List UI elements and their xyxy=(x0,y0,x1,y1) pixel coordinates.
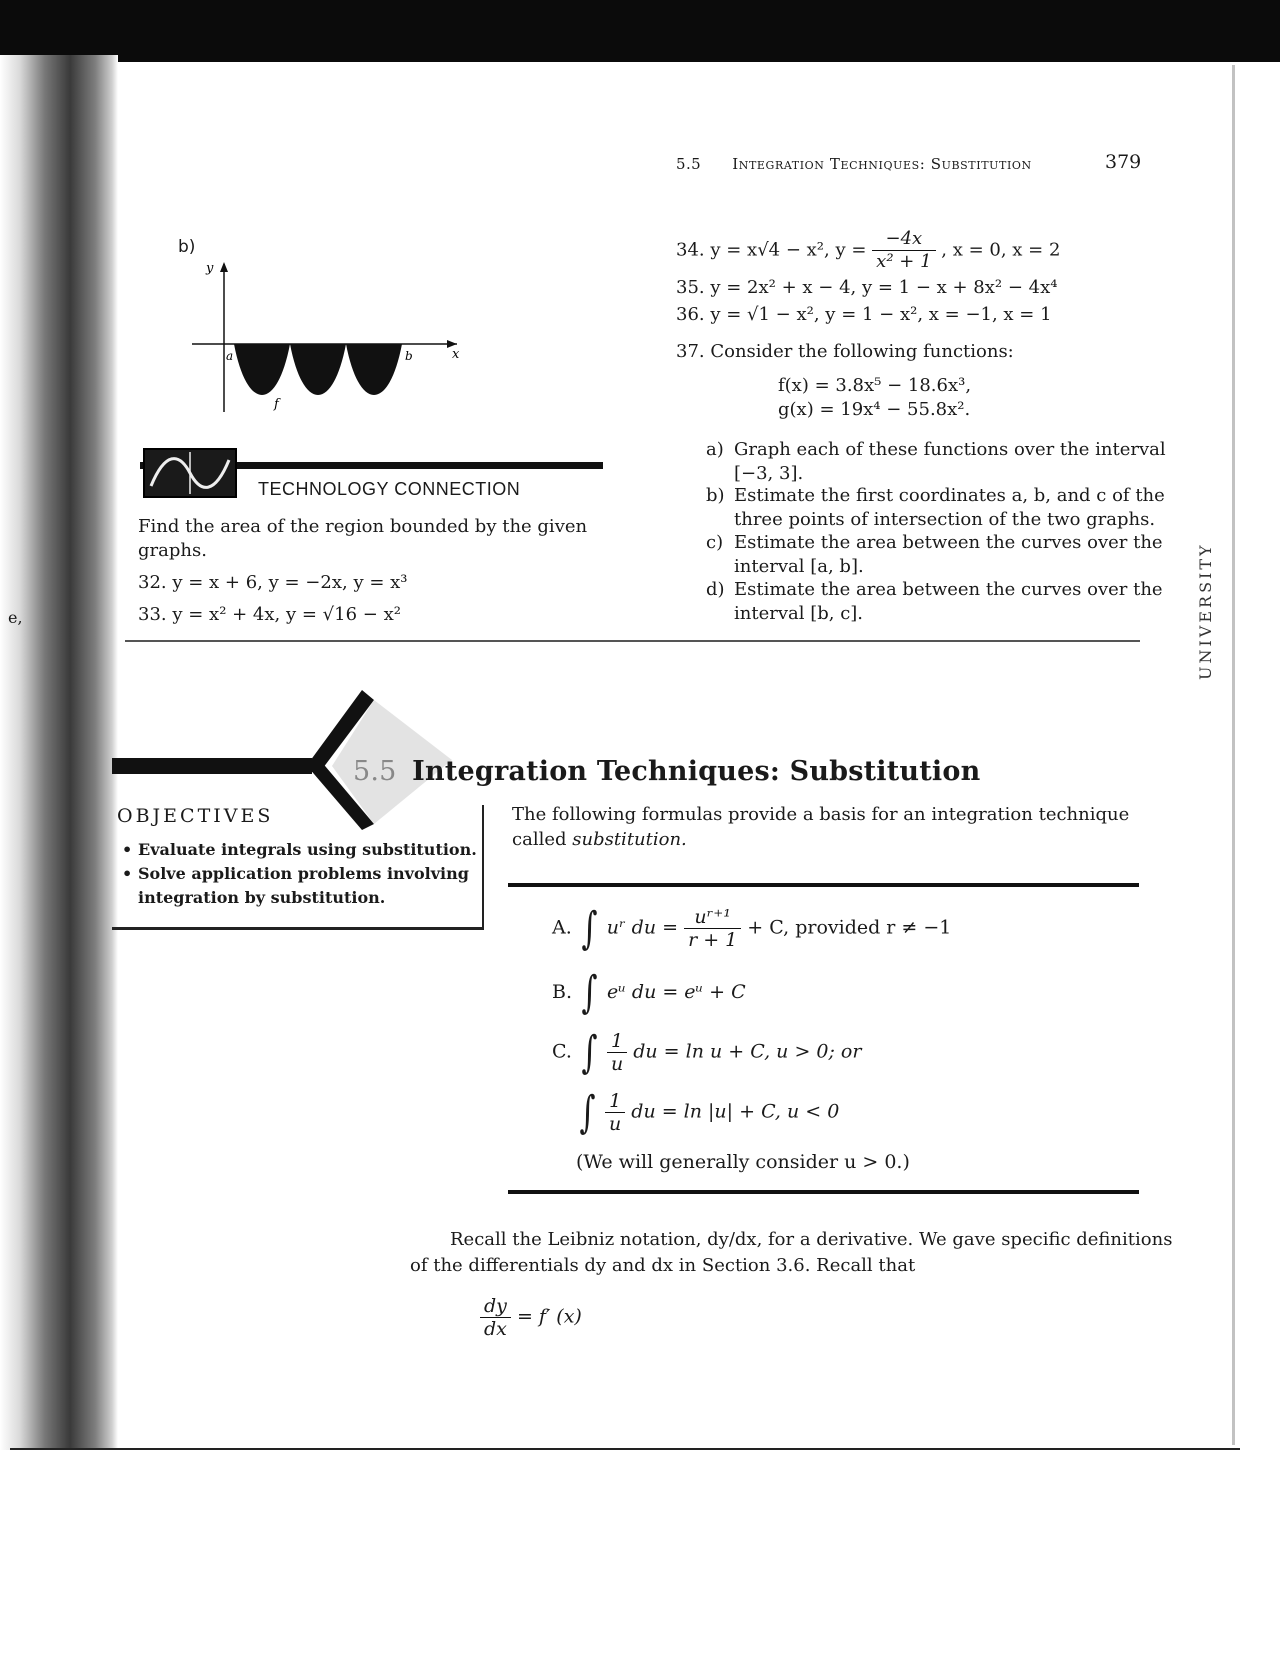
integral-sign: ∫ xyxy=(581,1026,598,1078)
integral-sign: ∫ xyxy=(581,967,598,1018)
exercise-36: 36. y = √1 − x², y = 1 − x², x = −1, x = 1 xyxy=(676,304,1052,325)
point-a-label: a xyxy=(226,349,234,363)
exercise-34-left: 34. y = x√4 − x², y = xyxy=(676,239,867,261)
running-head-title: Integration Techniques: Substitution xyxy=(732,155,1032,173)
objectives-heading: OBJECTIVES xyxy=(117,805,274,827)
formula-box-top-rule xyxy=(508,883,1139,887)
shaded-region xyxy=(234,344,402,395)
library-stamp: UNIVERSITY xyxy=(1196,542,1215,680)
formula-c-text-2: du = ln |u| + C, u < 0 xyxy=(631,1100,840,1123)
x-axis-label: x xyxy=(452,347,460,362)
intro-line-2 xyxy=(512,828,687,852)
formula-note: (We will generally consider u > 0.) xyxy=(576,1151,910,1173)
formula-b-text: eᵘ du = eᵘ + C xyxy=(607,981,746,1003)
exercise-37: 37. Consider the following functions: xyxy=(676,341,1014,362)
formula-c-label: C. xyxy=(552,1040,572,1063)
part-b-label: b) xyxy=(706,485,725,506)
objective-2-line-2: integration by substitution. xyxy=(138,888,386,907)
formula-a xyxy=(552,902,952,954)
tech-connection-title: TECHNOLOGY CONNECTION xyxy=(258,479,521,499)
part-c-line-2: interval [a, b]. xyxy=(734,556,864,577)
derivative-numerator: dy xyxy=(480,1295,511,1318)
part-a-line-1: Graph each of these functions over the interval xyxy=(734,439,1166,460)
intro-line-1: The following formulas provide a basis for an integration technique xyxy=(512,804,1130,825)
derivative-equation xyxy=(480,1295,582,1340)
intro-line-2-text: called xyxy=(512,829,573,850)
integral-sign: ∫ xyxy=(579,1086,596,1138)
y-axis-arrow xyxy=(220,262,228,272)
function-label: f xyxy=(274,397,279,412)
formula-c-denominator: u xyxy=(610,1053,624,1075)
leibniz-line-2: of the differentials dy and dx in Section 3.6. Recall that xyxy=(410,1255,916,1276)
exercise-34-fraction xyxy=(872,228,935,273)
tech-connection-icon xyxy=(143,448,237,498)
section-number: 5.5 xyxy=(353,756,397,787)
figure-label: b) xyxy=(178,237,196,257)
formula-c-text-1: du = ln u + C, u > 0; or xyxy=(633,1040,862,1063)
exercise-33: 33. y = x² + 4x, y = √16 − x² xyxy=(138,604,401,625)
objective-bullet-1: • xyxy=(122,840,133,859)
formula-a-denominator: r + 1 xyxy=(688,929,738,951)
book-spine-shadow xyxy=(0,55,118,1450)
exercise-34-denominator: x² + 1 xyxy=(876,251,932,272)
part-b-line-2: three points of intersection of the two graphs. xyxy=(734,509,1156,530)
leibniz-line-1: Recall the Leibniz notation, dy/dx, for a derivative. We gave specific definitions xyxy=(450,1229,1173,1250)
formula-c-alt xyxy=(576,1086,840,1138)
running-head-section: 5.5 xyxy=(676,155,702,173)
formula-c-alt-denominator: u xyxy=(608,1113,622,1135)
tech-instruction-1: Find the area of the region bounded by the given xyxy=(138,516,588,537)
exercise-35: 35. y = 2x² + x − 4, y = 1 − x + 8x² − 4x⁴ xyxy=(676,277,1058,298)
exercise-34 xyxy=(676,228,1060,273)
formula-b xyxy=(552,967,746,1018)
section-title-text: Integration Techniques: Substitution xyxy=(412,756,981,787)
formula-box-bottom-rule xyxy=(508,1190,1139,1194)
region-graph xyxy=(192,262,472,422)
formula-a-numerator: uʳ⁺¹ xyxy=(684,906,741,929)
formula-c-alt-numerator: 1 xyxy=(605,1090,625,1113)
f-definition: f(x) = 3.8x⁵ − 18.6x³, xyxy=(778,375,972,396)
part-c-label: c) xyxy=(706,532,724,553)
formula-b-label: B. xyxy=(552,981,573,1003)
part-d-line-1: Estimate the area between the curves over the xyxy=(734,579,1163,600)
part-a-line-2: [−3, 3]. xyxy=(734,463,804,484)
part-c-line-1: Estimate the area between the curves over the xyxy=(734,532,1163,553)
exercise-34-numerator: −4x xyxy=(872,228,935,251)
tech-instruction-2: graphs. xyxy=(138,540,207,561)
page-number: 379 xyxy=(1105,151,1142,173)
part-a-label: a) xyxy=(706,439,724,460)
integral-sign: ∫ xyxy=(581,902,598,954)
point-b-label: b xyxy=(405,349,413,363)
objective-bullet-2: • xyxy=(122,864,133,883)
derivative-fraction xyxy=(480,1295,511,1340)
part-d-line-2: interval [b, c]. xyxy=(734,603,864,624)
formula-c xyxy=(552,1026,862,1078)
page-bottom-edge xyxy=(10,1448,1240,1450)
section-divider xyxy=(125,640,1140,642)
exercise-32: 32. y = x + 6, y = −2x, y = x³ xyxy=(138,572,408,593)
intro-line-2-emphasis: substitution. xyxy=(572,829,687,850)
g-definition: g(x) = 19x⁴ − 55.8x². xyxy=(778,399,971,420)
running-head xyxy=(676,155,1032,173)
y-axis-label: y xyxy=(206,262,214,276)
formula-a-fraction xyxy=(684,906,741,951)
margin-character: e, xyxy=(8,608,23,627)
part-b-line-1: Estimate the first coordinates a, b, and c of the xyxy=(734,485,1165,506)
formula-c-fraction xyxy=(607,1030,627,1075)
section-title xyxy=(353,756,980,787)
formula-c-alt-fraction xyxy=(605,1090,625,1135)
formula-a-right: + C, provided r ≠ −1 xyxy=(747,916,952,939)
formula-c-numerator: 1 xyxy=(607,1030,627,1053)
page-right-edge xyxy=(1232,65,1235,1445)
formula-a-left: uʳ du = xyxy=(606,916,679,939)
objective-2-line-1: Solve application problems involving xyxy=(138,864,469,883)
part-d-label: d) xyxy=(706,579,725,600)
exercise-34-right: , x = 0, x = 2 xyxy=(941,239,1061,261)
derivative-rhs: = f′ (x) xyxy=(516,1305,582,1328)
formula-a-label: A. xyxy=(552,916,572,939)
scan-top-border xyxy=(0,0,1280,62)
derivative-denominator: dx xyxy=(484,1318,507,1340)
objective-1: Evaluate integrals using substitution. xyxy=(138,840,477,859)
